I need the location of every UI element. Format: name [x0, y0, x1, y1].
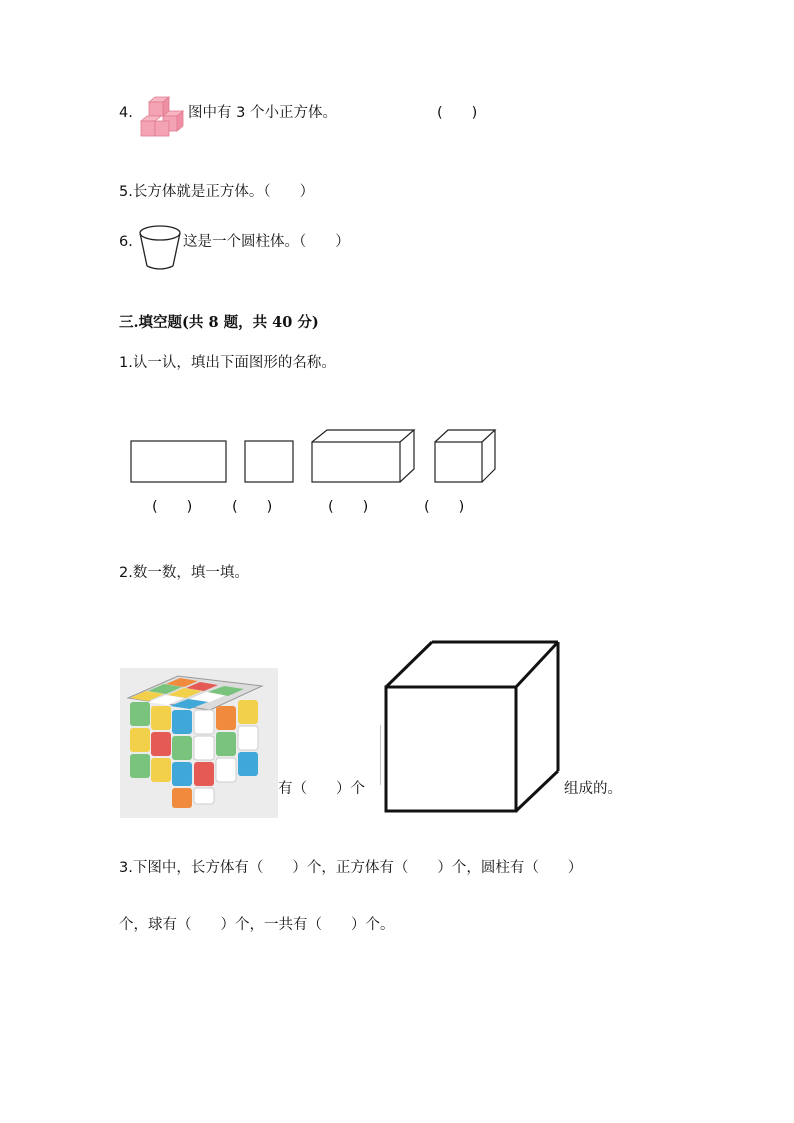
shape-blank-3[interactable]: ( ) — [328, 499, 369, 515]
q4-number: 4. — [119, 105, 133, 121]
fill-q2-prompt: 2.数一数，填一填。 — [119, 565, 249, 581]
shape-blank-1[interactable]: ( ) — [152, 499, 193, 515]
shape-blank-4[interactable]: ( ) — [424, 499, 465, 515]
section-title: 三.填空题(共 8 题，共 40 分) — [119, 314, 319, 331]
fill-q3-line2: 个，球有（ ）个，一共有（ ）个。 — [119, 917, 395, 933]
q4-answer-blank[interactable]: ( ) — [437, 105, 478, 121]
rubiks-cube-image — [120, 668, 278, 818]
cube-sketch-image — [380, 635, 564, 817]
fill-q2-middle: 有（ ）个 — [278, 781, 365, 797]
q4-statement: 图中有 3 个小正方体。 — [188, 105, 337, 121]
cup-image — [138, 224, 182, 272]
q6-statement: 这是一个圆柱体。（ ） — [183, 234, 350, 250]
shape-blank-2[interactable]: ( ) — [232, 499, 273, 515]
q5-statement: 5.长方体就是正方体。（ ） — [119, 184, 315, 200]
fill-q1-prompt: 1.认一认，填出下面图形的名称。 — [119, 355, 336, 371]
small-cubes-image — [139, 96, 187, 140]
shapes-row — [128, 428, 500, 486]
q6-number: 6. — [119, 234, 133, 250]
fill-q2-ending: 组成的。 — [564, 781, 622, 797]
fill-q3-line1: 3.下图中，长方体有（ ）个，正方体有（ ）个，圆柱有（ ） — [119, 860, 583, 876]
